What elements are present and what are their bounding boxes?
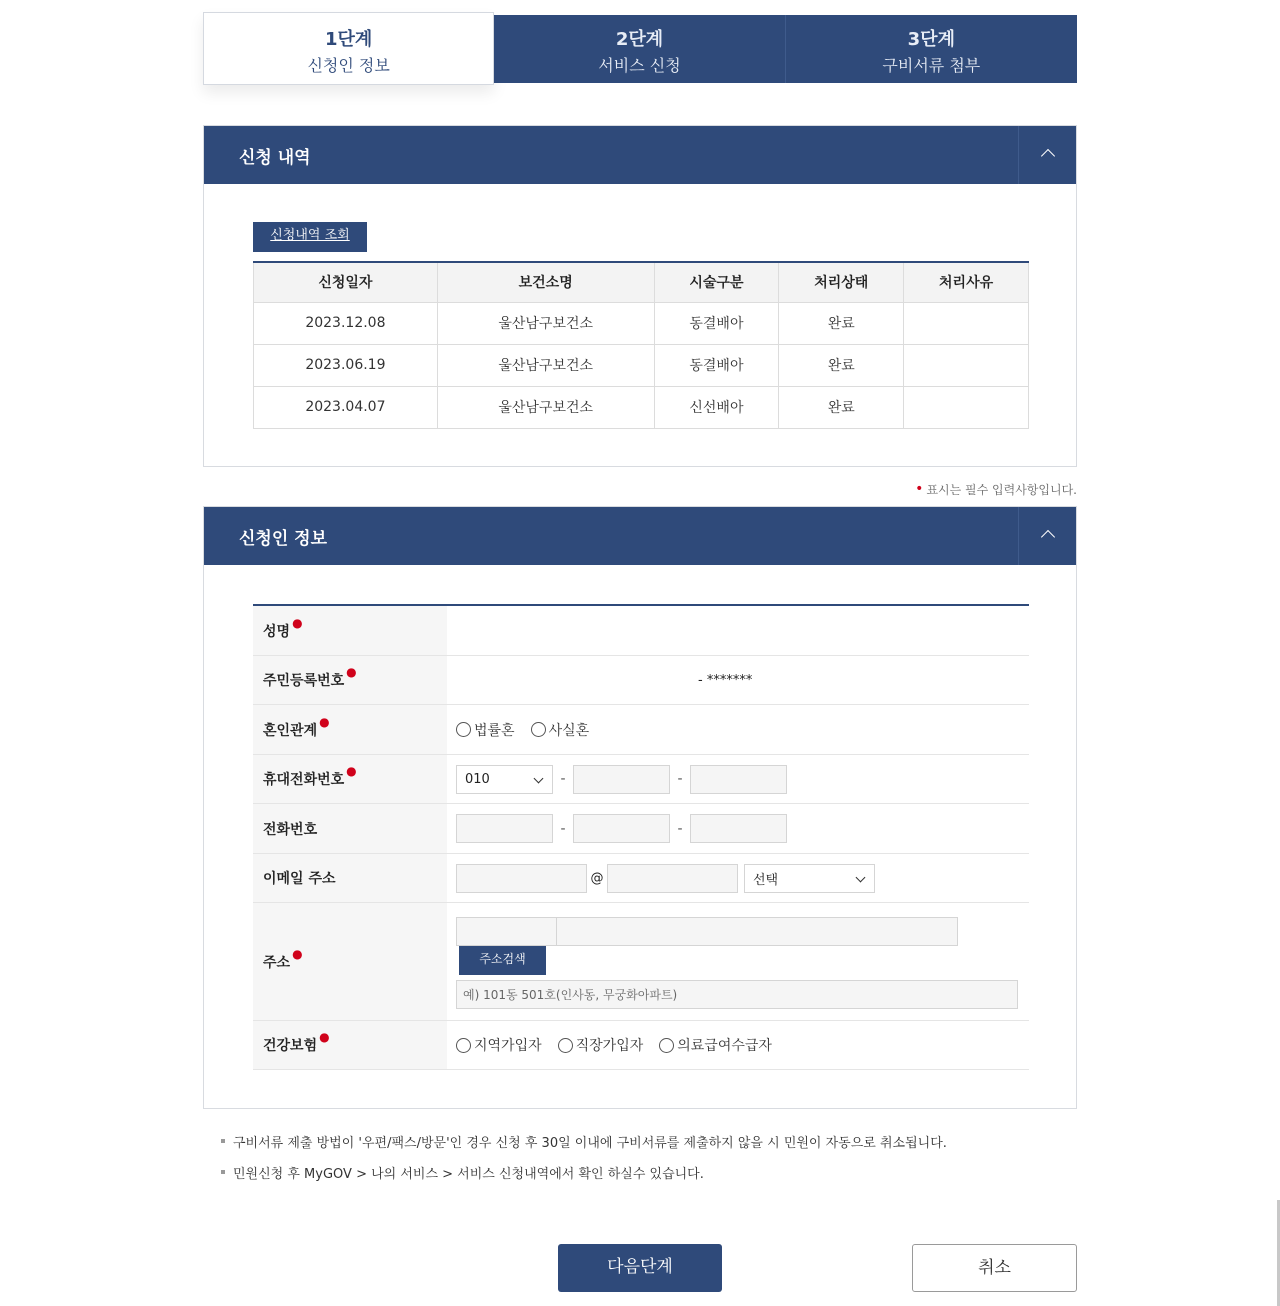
rrn-masked: - ******* — [698, 672, 753, 688]
panel-title: 신청인 정보 — [239, 529, 328, 549]
phone-area-input[interactable] — [456, 814, 553, 843]
radio-circle-icon — [531, 722, 546, 737]
radio-label: 직장가입자 — [575, 1038, 644, 1054]
field-label — [253, 903, 447, 1020]
applicant-form — [253, 604, 1029, 1070]
table-row — [254, 344, 1029, 386]
collapse-chevron-up-icon[interactable] — [1018, 507, 1076, 565]
chevron-down-icon — [534, 773, 544, 783]
cell-status: 완료 — [779, 302, 904, 344]
phone-inputs — [447, 804, 1029, 853]
radio-medical-aid[interactable] — [659, 1035, 772, 1055]
panel-header — [204, 507, 1076, 565]
required-dot-icon: • — [915, 481, 924, 497]
field-label — [253, 854, 447, 902]
cell-procedure: 신선배아 — [654, 386, 779, 428]
address-detail-input[interactable]: 예) 101동 501호(인사동, 무궁화아파트) — [456, 980, 1018, 1009]
panel-title: 신청 내역 — [239, 148, 311, 168]
email-domain-input[interactable] — [607, 864, 738, 893]
applicant-info-panel — [203, 506, 1077, 1109]
field-label — [253, 705, 447, 754]
field-label — [253, 1021, 447, 1069]
label-text: 성명 — [263, 623, 291, 640]
label-text: 휴대전화번호 — [263, 772, 345, 788]
form-row-mobile — [253, 755, 1029, 804]
required-dot-icon: ● — [292, 615, 303, 630]
column-header: 시술구분 — [654, 262, 779, 302]
notice-item: 구비서류 제출 방법이 '우편/팩스/방문'인 경우 신청 후 30일 이내에 구비서류를 제출하지 않을 시 민원이 자동으로 취소됩니다. — [221, 1132, 947, 1151]
step-number: 2단계 — [615, 29, 664, 50]
radio-circle-icon — [456, 1038, 471, 1053]
cell-status: 완료 — [779, 386, 904, 428]
step-label: 구비서류 첨부 — [882, 56, 981, 75]
radio-label: 법률혼 — [474, 722, 515, 739]
radio-circle-icon — [659, 1038, 674, 1053]
select-value: 선택 — [753, 872, 779, 888]
required-dot-icon: ● — [292, 946, 303, 961]
table-row — [254, 386, 1029, 428]
radio-circle-icon — [456, 722, 471, 737]
label-text: 건강보험 — [263, 1038, 318, 1054]
select-value: 010 — [465, 771, 490, 787]
radio-legal-marriage[interactable] — [456, 720, 515, 740]
notice-item: 민원신청 후 MyGOV > 나의 서비스 > 서비스 신청내역에서 확인 하실수 있습니다. — [221, 1163, 947, 1182]
radio-label: 사실혼 — [548, 722, 590, 739]
cell-status: 완료 — [779, 344, 904, 386]
radio-label: 지역가입자 — [474, 1038, 542, 1054]
notice-list — [221, 1132, 947, 1194]
column-header: 신청일자 — [254, 262, 438, 302]
phone-middle-input[interactable] — [573, 814, 670, 843]
step-3 — [786, 15, 1077, 83]
required-fields-note — [915, 481, 1077, 498]
mobile-prefix-select[interactable] — [456, 765, 553, 794]
postal-code-input[interactable] — [456, 917, 557, 946]
step-1 — [203, 12, 494, 85]
cell-date: 2023.12.08 — [254, 302, 438, 344]
history-lookup-button[interactable]: 신청내역 조회 — [253, 222, 367, 252]
form-row-email — [253, 854, 1029, 903]
required-dot-icon: ● — [319, 714, 330, 729]
dash: - — [677, 771, 683, 787]
field-label — [253, 656, 447, 704]
address-line — [456, 917, 1029, 946]
required-dot-icon: ● — [346, 665, 357, 679]
radio-common-law[interactable] — [531, 720, 590, 740]
cell-reason — [904, 302, 1029, 344]
dash: - — [560, 820, 566, 837]
application-history-panel — [203, 125, 1077, 467]
at-sign: @ — [590, 870, 604, 886]
phone-last-input[interactable] — [690, 814, 787, 843]
step-label: 신청인 정보 — [307, 56, 390, 75]
form-row-address — [253, 903, 1029, 1021]
mobile-inputs — [447, 755, 1029, 803]
column-header: 처리상태 — [779, 262, 904, 302]
label-text: 주민등록번호 — [263, 673, 345, 689]
cell-date: 2023.04.07 — [254, 386, 438, 428]
rrn-value — [447, 656, 1029, 704]
form-row-name — [253, 606, 1029, 656]
required-dot-icon: ● — [319, 1030, 330, 1044]
form-row-marital — [253, 705, 1029, 755]
required-note-text: 표시는 필수 입력사항입니다. — [926, 483, 1077, 497]
address-input[interactable] — [557, 917, 958, 946]
insurance-options — [447, 1021, 1029, 1069]
chevron-down-icon — [856, 872, 866, 882]
address-inputs — [447, 903, 1029, 1020]
collapse-chevron-up-icon[interactable] — [1018, 126, 1076, 184]
next-step-button[interactable]: 다음단계 — [558, 1244, 722, 1292]
label-text: 주소 — [263, 954, 291, 971]
required-dot-icon: ● — [346, 764, 357, 778]
panel-header — [204, 126, 1076, 184]
radio-circle-icon — [558, 1038, 573, 1053]
label-text: 이메일 주소 — [263, 871, 336, 887]
step-indicator — [203, 15, 1077, 83]
cell-procedure: 동결배아 — [654, 302, 779, 344]
name-value — [447, 606, 1029, 655]
step-2 — [494, 15, 785, 83]
email-inputs — [447, 854, 1029, 902]
email-id-input[interactable] — [456, 864, 587, 893]
mobile-middle-input[interactable] — [573, 765, 670, 794]
field-label — [253, 755, 447, 803]
column-header: 처리사유 — [904, 262, 1029, 302]
label-text: 전화번호 — [263, 821, 318, 838]
cell-center: 울산남구보건소 — [437, 386, 654, 428]
cell-center: 울산남구보건소 — [437, 344, 654, 386]
dash: - — [677, 820, 683, 837]
form-row-rrn — [253, 656, 1029, 705]
cell-date: 2023.06.19 — [254, 344, 438, 386]
cancel-button[interactable]: 취소 — [912, 1244, 1077, 1292]
radio-regional-subscriber[interactable] — [456, 1035, 542, 1055]
form-row-phone — [253, 804, 1029, 854]
column-header: 보건소명 — [437, 262, 654, 302]
address-search-button[interactable]: 주소검색 — [459, 946, 546, 975]
form-row-insurance — [253, 1021, 1029, 1070]
field-label — [253, 804, 447, 853]
history-table — [253, 261, 1029, 429]
cell-center: 울산남구보건소 — [437, 302, 654, 344]
cell-reason — [904, 344, 1029, 386]
field-label — [253, 606, 447, 655]
email-domain-select[interactable] — [744, 864, 875, 893]
step-label: 서비스 신청 — [598, 56, 681, 75]
cell-reason — [904, 386, 1029, 428]
radio-workplace-subscriber[interactable] — [558, 1035, 644, 1055]
marital-options — [447, 705, 1029, 754]
table-row — [254, 302, 1029, 344]
step-number: 1단계 — [325, 29, 373, 50]
cell-procedure: 동결배아 — [654, 344, 779, 386]
dash: - — [560, 771, 566, 787]
label-text: 혼인관계 — [263, 722, 318, 739]
mobile-last-input[interactable] — [690, 765, 787, 794]
radio-label: 의료급여수급자 — [677, 1038, 772, 1054]
step-number: 3단계 — [907, 29, 955, 50]
